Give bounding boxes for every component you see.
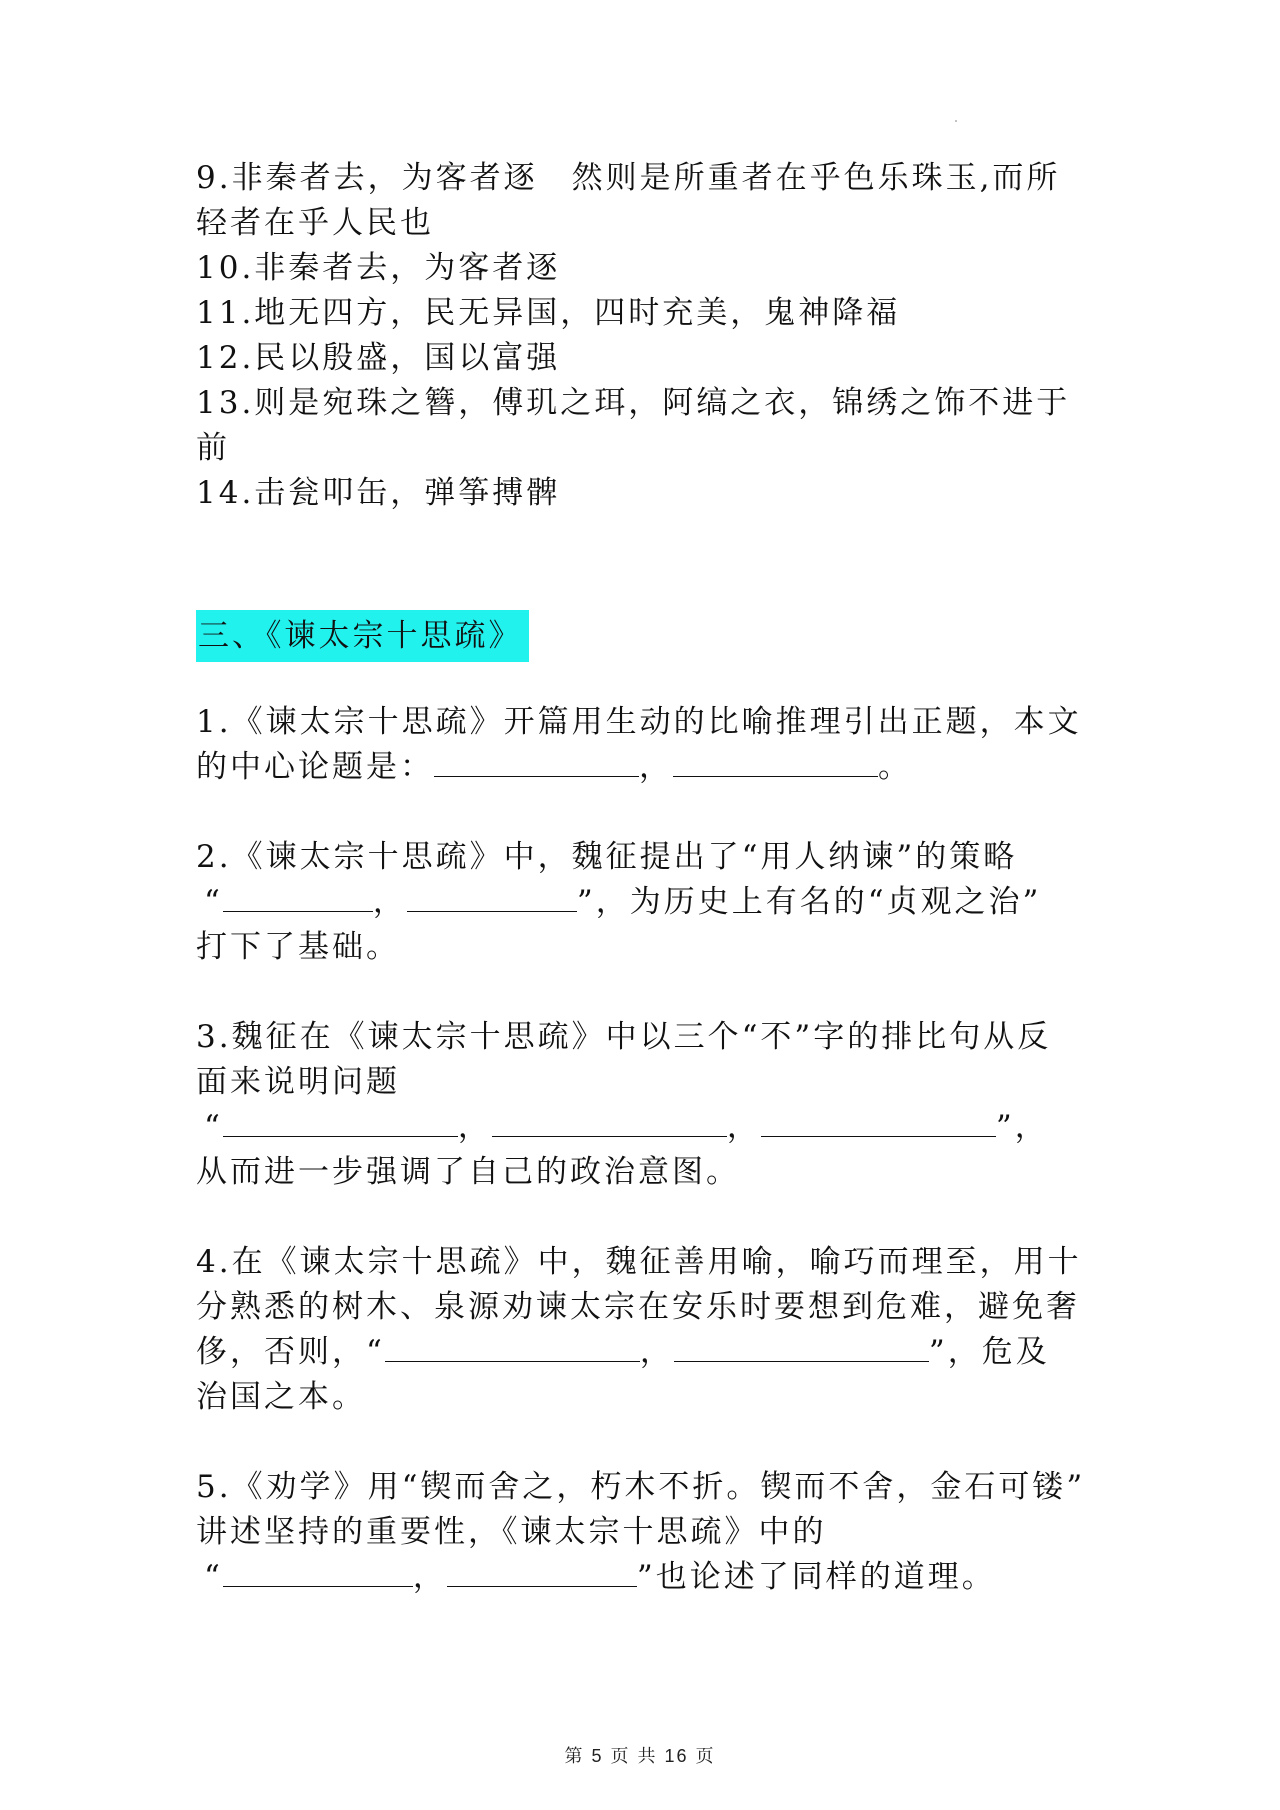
answer-line: 轻者在乎人民也 [196, 205, 434, 241]
question-line [204, 880, 1096, 925]
question-text: ”，为历史上有名的“贞观之治” [576, 884, 1042, 920]
question-line: 讲述坚持的重要性，《谏太宗十思疏》中的 [196, 1514, 827, 1550]
fill-blank[interactable] [223, 881, 373, 912]
question-text: 的中心论题是： [196, 749, 434, 785]
punct: ”， [995, 1109, 1049, 1145]
question-line [196, 745, 1096, 790]
punct: “ [204, 1559, 223, 1595]
fill-blank[interactable] [492, 1106, 727, 1137]
question-line [204, 1105, 1096, 1150]
punct: “ [204, 884, 223, 920]
question-3 [196, 1015, 1096, 1195]
answer-line: 14.击瓮叩缶，弹筝搏髀 [196, 475, 561, 511]
answer-line: 11.地无四方，民无异国，四时充美，鬼神降福 [196, 295, 901, 331]
question-line: 4.在《谏太宗十思疏》中，魏征善用喻，喻巧而理至，用十 [196, 1244, 1082, 1280]
fill-blank[interactable] [674, 1331, 929, 1362]
answer-line: 10.非秦者去，为客者逐 [196, 250, 561, 286]
question-line: 2.《谏太宗十思疏》中，魏征提出了“用人纳谏”的策略 [196, 839, 1018, 875]
question-text: 侈，否则，“ [196, 1334, 385, 1370]
question-line: 1.《谏太宗十思疏》开篇用生动的比喻推理引出正题，本文 [196, 704, 1082, 740]
punct: ， [726, 1109, 761, 1145]
question-line [196, 1330, 1096, 1375]
answer-list [196, 156, 1096, 516]
fill-blank[interactable] [447, 1556, 637, 1587]
fill-blank[interactable] [434, 746, 639, 777]
question-text: ”也论述了同样的道理。 [636, 1559, 996, 1595]
punct: ， [457, 1109, 492, 1145]
question-text: ”，危及 [928, 1334, 1050, 1370]
fill-blank[interactable] [223, 1556, 413, 1587]
fill-blank[interactable] [385, 1331, 640, 1362]
answer-line: 前 [196, 430, 230, 466]
punct: ， [372, 884, 407, 920]
question-line: 5.《劝学》用“锲而舍之，朽木不折。锲而不舍，金石可镂” [196, 1469, 1086, 1505]
punct: “ [204, 1109, 223, 1145]
question-1 [196, 700, 1096, 790]
fill-blank[interactable] [761, 1106, 996, 1137]
fill-blank[interactable] [407, 881, 577, 912]
question-line: 3.魏征在《谏太宗十思疏》中以三个“不”字的排比句从反 [196, 1019, 1052, 1055]
punct: ， [639, 749, 673, 785]
answer-line: 12.民以殷盛，国以富强 [196, 340, 561, 376]
question-line: 分熟悉的树木、泉源劝谏太宗在安乐时要想到危难，避免奢 [196, 1289, 1080, 1325]
question-line: 从而进一步强调了自己的政治意图。 [196, 1154, 740, 1190]
question-4 [196, 1240, 1096, 1420]
punct: 。 [878, 749, 912, 785]
question-2 [196, 835, 1096, 970]
punct: ， [639, 1334, 674, 1370]
question-line: 治国之本。 [196, 1379, 366, 1415]
question-5 [196, 1465, 1096, 1600]
answer-line: 9.非秦者去，为客者逐 然则是所重者在乎色乐珠玉,而所 [196, 160, 1061, 196]
question-line: 打下了基础。 [196, 929, 400, 965]
answer-line: 13.则是宛珠之簪，傅玑之珥，阿缟之衣，锦绣之饰不进于 [196, 385, 1071, 421]
fill-blank[interactable] [673, 746, 878, 777]
fill-blank[interactable] [223, 1106, 458, 1137]
section-heading: 三、《谏太宗十思疏》 [196, 610, 529, 662]
punct: ， [412, 1559, 447, 1595]
speck-mark [955, 120, 957, 122]
question-line: 面来说明问题 [196, 1064, 400, 1100]
question-line [204, 1555, 1096, 1600]
page-footer: 第 5 页 共 16 页 [564, 1746, 716, 1766]
